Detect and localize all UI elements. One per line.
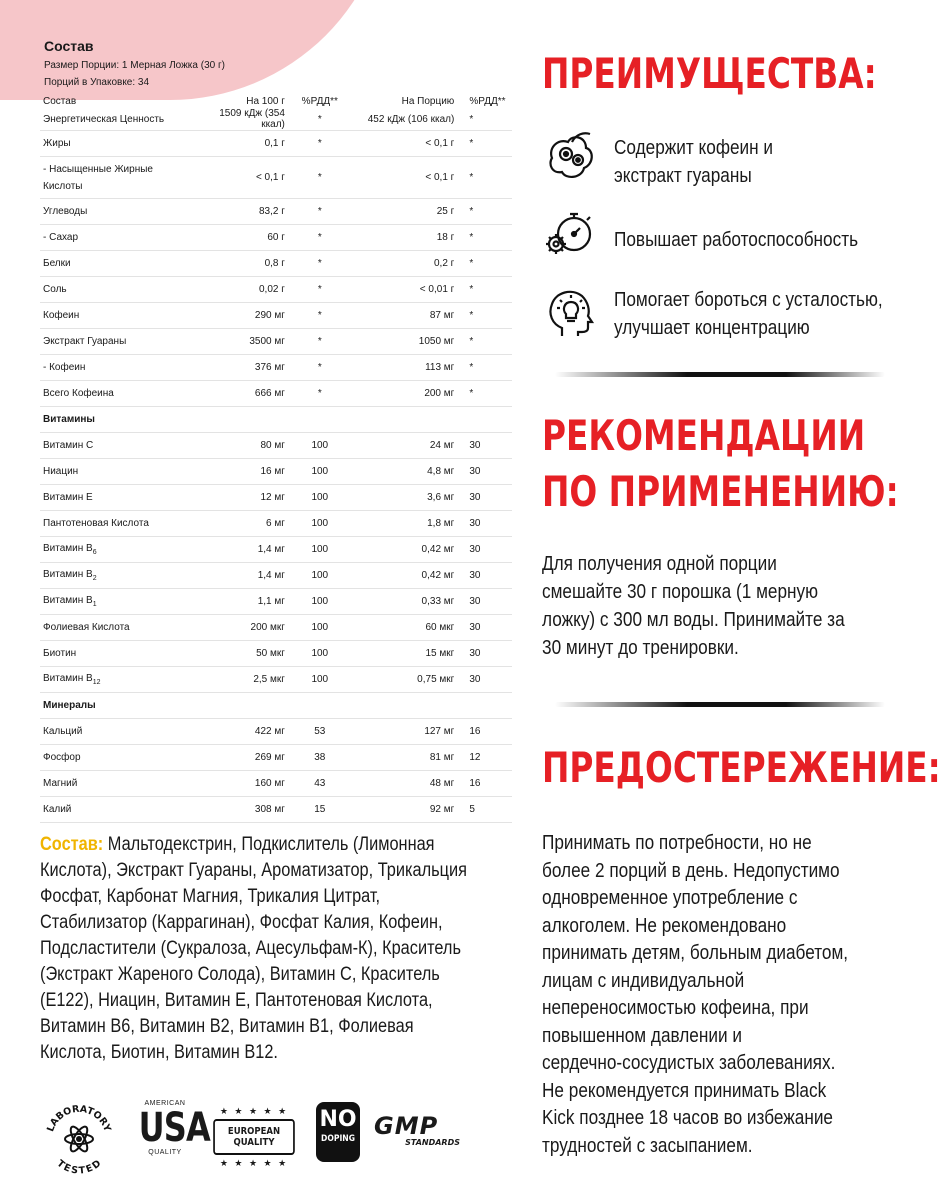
per-100g-value: 16 мг (198, 459, 288, 485)
rdd-100g-value: * (288, 251, 352, 277)
per-100g-value: 308 мг (198, 797, 288, 823)
per-100g-value: 50 мкг (198, 641, 288, 667)
per-serving-value: 15 мкг (352, 641, 458, 667)
row-name: Кофеин (40, 303, 198, 329)
rdd-serving-value: 5 (457, 797, 512, 823)
per-100g-value: 290 мг (198, 303, 288, 329)
warning-text (542, 830, 877, 1160)
table-row (40, 589, 512, 615)
table-row (40, 381, 512, 407)
rdd-100g-value: 100 (288, 563, 352, 589)
serving-size: Размер Порции: 1 Мерная Ложка (30 г) (44, 60, 225, 71)
no-text: NO (319, 1107, 357, 1132)
row-name-text: Витамин В (43, 543, 93, 554)
row-name: Фосфор (40, 745, 198, 771)
eu-stars-top-icon: ★ ★ ★ ★ ★ (219, 1106, 289, 1116)
per-100g-value: 0,8 г (198, 251, 288, 277)
per-serving-value: 81 мг (352, 745, 458, 771)
rdd-serving-value: * (457, 157, 512, 199)
empty-cell (288, 407, 352, 433)
row-name: Магний (40, 771, 198, 797)
rdd-100g-value: 38 (288, 745, 352, 771)
empty-cell (352, 693, 458, 719)
warn-line: одновременное употребление с (542, 887, 798, 909)
row-name: Белки (40, 251, 198, 277)
per-100g-value: 160 мг (198, 771, 288, 797)
laboratory-tested-badge (40, 1100, 118, 1178)
rdd-serving-value: * (457, 108, 512, 131)
rdd-100g-value: * (288, 277, 352, 303)
empty-cell (198, 407, 288, 433)
row-name-text: Витамин В (43, 569, 93, 580)
rdd-serving-value: 30 (457, 511, 512, 537)
european-quality-badge (206, 1106, 302, 1168)
usa-main-text: USA (138, 1105, 210, 1151)
per-serving-value: 452 кДж (106 ккал) (352, 108, 458, 131)
rdd-serving-value: 30 (457, 589, 512, 615)
divider-2 (555, 702, 885, 707)
per-serving-value: 87 мг (352, 303, 458, 329)
per-serving-value: 0,2 г (352, 251, 458, 277)
per-100g-value: 6 мг (198, 511, 288, 537)
per-100g-value: 80 мг (198, 433, 288, 459)
table-row (40, 108, 512, 131)
row-name-subscript: 2 (92, 575, 97, 582)
row-name: Витамин С (40, 433, 198, 459)
rdd-100g-value: * (288, 329, 352, 355)
recommendations-text (542, 550, 877, 662)
rdd-serving-value: 30 (457, 485, 512, 511)
rdd-serving-value: 30 (457, 641, 512, 667)
per-100g-value: 1,4 мг (198, 563, 288, 589)
table-row (40, 131, 512, 157)
per-serving-value: 127 мг (352, 719, 458, 745)
per-100g-value: < 0,1 г (198, 157, 288, 199)
warn-line: лицам с индивидуальной (542, 969, 745, 992)
no-doping-badge (316, 1102, 360, 1162)
per-serving-value: 113 мг (352, 355, 458, 381)
advantages-title: ПРЕИМУЩЕСТВА: (542, 49, 877, 98)
per-serving-value: 1,8 мг (352, 511, 458, 537)
rdd-serving-value: * (457, 277, 512, 303)
warn-line: повышенном давлении и (542, 1024, 742, 1047)
usa-top-text: AMERICAN (144, 1100, 186, 1107)
rdd-serving-value: * (457, 355, 512, 381)
per-100g-value: 269 мг (198, 745, 288, 771)
rdd-100g-value: 100 (288, 511, 352, 537)
table-header-row (40, 94, 512, 108)
table-row (40, 157, 512, 199)
rdd-serving-value: 30 (457, 433, 512, 459)
group-title: Витамины (40, 407, 198, 433)
nutrition-table (40, 94, 512, 823)
table-row (40, 745, 512, 771)
divider-1 (555, 372, 885, 377)
rdd-serving-value: * (457, 381, 512, 407)
per-100g-value: 83,2 г (198, 199, 288, 225)
table-row (40, 563, 512, 589)
lab-top-text: LABORATORY (45, 1103, 113, 1134)
row-name-subscript: 12 (92, 679, 101, 686)
empty-cell (457, 693, 512, 719)
advantage-1-line2: экстракт гуараны (614, 165, 752, 187)
usa-bottom-text: QUALITY (148, 1149, 182, 1156)
per-serving-value: 0,75 мкг (352, 667, 458, 693)
row-name: Кальций (40, 719, 198, 745)
rdd-100g-value: 15 (288, 797, 352, 823)
per-100g-value: 0,02 г (198, 277, 288, 303)
per-100g-value: 2,5 мкг (198, 667, 288, 693)
column-header: На 100 г (246, 95, 285, 107)
rdd-100g-value: * (288, 303, 352, 329)
rdd-serving-value: 30 (457, 563, 512, 589)
table-row (40, 251, 512, 277)
gmp-sub-text: STANDARDS (405, 1138, 460, 1147)
column-header: %РДД** (301, 95, 338, 107)
per-100g-value: 1,1 мг (198, 589, 288, 615)
doping-text: DOPING (321, 1134, 355, 1144)
warn-line: принимать детям, больным диабетом, (542, 942, 849, 964)
per-100g-value: 3500 мг (198, 329, 288, 355)
rdd-100g-value: 100 (288, 667, 352, 693)
row-name: Калий (40, 797, 198, 823)
empty-cell (288, 693, 352, 719)
warn-line: Принимать по потребности, но не (542, 832, 812, 854)
warn-line: алкоголем. Не рекомендовано (542, 914, 787, 937)
table-group-row (40, 693, 512, 719)
rdd-100g-value: 100 (288, 641, 352, 667)
per-serving-value: < 0,1 г (352, 157, 458, 199)
per-serving-value: 3,6 мг (352, 485, 458, 511)
per-serving-value: 0,33 мг (352, 589, 458, 615)
per-serving-value: 200 мг (352, 381, 458, 407)
rdd-serving-value: * (457, 199, 512, 225)
rdd-100g-value: 100 (288, 589, 352, 615)
per-serving-value: 24 мг (352, 433, 458, 459)
per-100g-value: 60 г (198, 225, 288, 251)
rdd-serving-value: 30 (457, 615, 512, 641)
rdd-100g-value: * (288, 355, 352, 381)
row-name: - Сахар (40, 225, 198, 251)
row-name: Ниацин (40, 459, 198, 485)
column-header: Состав (43, 95, 77, 107)
per-100g-value: 666 мг (198, 381, 288, 407)
eu-label: EUROPEAN QUALITY (213, 1119, 295, 1155)
per-100g-value: 376 мг (198, 355, 288, 381)
rdd-100g-value: * (288, 199, 352, 225)
rdd-100g-value: 43 (288, 771, 352, 797)
row-name-subscript: 1 (92, 601, 97, 608)
rec-line: ложку) с 300 мл воды. Принимайте за (542, 609, 845, 631)
rdd-100g-value: * (288, 225, 352, 251)
american-quality-badge (132, 1100, 210, 1156)
rdd-100g-value: 100 (288, 615, 352, 641)
per-serving-value: < 0,1 г (352, 131, 458, 157)
rdd-serving-value: 12 (457, 745, 512, 771)
per-serving-value: 48 мг (352, 771, 458, 797)
row-name-subscript: 6 (92, 549, 97, 556)
group-title: Минералы (40, 693, 198, 719)
row-name (40, 589, 198, 615)
rdd-serving-value: * (457, 303, 512, 329)
gmp-standards-badge (374, 1114, 466, 1147)
table-row (40, 355, 512, 381)
advantage-3-line2: улучшает концентрацию (614, 317, 810, 339)
per-serving-value: 0,42 мг (352, 563, 458, 589)
table-row (40, 459, 512, 485)
rdd-100g-value: * (288, 157, 352, 199)
warn-line: сердечно-сосудистых заболеваниях. (542, 1052, 836, 1074)
empty-cell (352, 407, 458, 433)
rdd-100g-value: 100 (288, 537, 352, 563)
table-row (40, 303, 512, 329)
table-row (40, 667, 512, 693)
row-name: - Насыщенные Жирные Кислоты (40, 157, 198, 199)
table-row (40, 225, 512, 251)
warn-line: трудностей с засыпанием. (542, 1134, 753, 1157)
rdd-serving-value: * (457, 329, 512, 355)
row-name: Пантотеновая Кислота (40, 511, 198, 537)
composition-text (40, 832, 470, 1066)
rdd-serving-value: 30 (457, 667, 512, 693)
table-group-row (40, 407, 512, 433)
row-name (40, 537, 198, 563)
column-header: %РДД** (469, 95, 506, 107)
row-name: Соль (40, 277, 198, 303)
per-100g-value: 200 мкг (198, 615, 288, 641)
row-name: - Кофеин (40, 355, 198, 381)
rec-line: смешайте 30 г порошка (1 мерную (542, 581, 819, 603)
advantage-2-line1: Повышает работоспособность (614, 229, 859, 251)
table-row (40, 485, 512, 511)
table-row (40, 537, 512, 563)
gmp-text: GMP (374, 1112, 439, 1140)
table-row (40, 615, 512, 641)
per-100g-value: 1,4 мг (198, 537, 288, 563)
per-100g-value: 422 мг (198, 719, 288, 745)
rec-line: Для получения одной порции (542, 553, 777, 575)
rdd-serving-value: 30 (457, 459, 512, 485)
empty-cell (198, 693, 288, 719)
row-name: Биотин (40, 641, 198, 667)
warn-line: непереносимостью кофеина, при (542, 997, 809, 1019)
warning-title: ПРЕДОСТЕРЕЖЕНИЕ: (542, 743, 941, 792)
per-100g-value: 1509 кДж (354 ккал) (198, 108, 288, 131)
rdd-serving-value: 16 (457, 771, 512, 797)
rdd-serving-value: 16 (457, 719, 512, 745)
rdd-serving-value: 30 (457, 537, 512, 563)
table-row (40, 771, 512, 797)
warn-line: Не рекомендуется принимать Black (542, 1079, 827, 1102)
table-row (40, 329, 512, 355)
rec-line: 30 минут до тренировки. (542, 637, 739, 659)
table-row (40, 719, 512, 745)
table-row (40, 641, 512, 667)
per-100g-value: 0,1 г (198, 131, 288, 157)
rdd-100g-value: 53 (288, 719, 352, 745)
rdd-100g-value: * (288, 108, 352, 131)
servings-per-pack: Порций в Упаковке: 34 (44, 77, 150, 88)
warn-line: более 2 порций в день. Недопустимо (542, 859, 840, 882)
per-serving-value: 18 г (352, 225, 458, 251)
row-name (40, 563, 198, 589)
row-name: Витамин Е (40, 485, 198, 511)
column-header: На Порцию (401, 95, 455, 107)
composition-ingredients: Мальтодекстрин, Подкислитель (Лимонная Кислота), Экстракт Гуараны, Ароматизатор, Трикальция Фосфат, Карбонат Магния, Трикалия Цитрат, Стабилизатор (Каррагинан), Фосфат Калия, Кофеин, Подсластители (Сукралоза, Ацесульфам-К), Краситель (Экстракт Жареного Солода), Витамин С, Краситель (Е122), Ниацин, Витамин Е, Пантотеновая Кислота, Витамин В6, Витамин В2, Витамин В1, Фолиевая Кислота, Биотин, Витамин В12. (40, 834, 467, 1063)
advantage-3-line1: Помогает бороться с усталостью, (614, 289, 883, 311)
per-100g-value: 12 мг (198, 485, 288, 511)
quality-badges (40, 1100, 480, 1180)
row-name: Всего Кофеина (40, 381, 198, 407)
lab-bottom-text: TESTED (54, 1158, 104, 1177)
per-serving-value: 25 г (352, 199, 458, 225)
per-serving-value: 4,8 мг (352, 459, 458, 485)
empty-cell (457, 407, 512, 433)
table-row (40, 433, 512, 459)
rdd-100g-value: * (288, 131, 352, 157)
head-lightbulb-icon (542, 284, 598, 340)
row-name-text: Витамин В (43, 595, 93, 606)
rdd-100g-value: 100 (288, 433, 352, 459)
row-name-text: Витамин В (43, 673, 93, 684)
eu-stars-bottom-icon: ★ ★ ★ ★ ★ (219, 1158, 289, 1168)
row-name: Жиры (40, 131, 198, 157)
table-row (40, 797, 512, 823)
composition-label: Состав: (40, 834, 104, 855)
row-name: Экстракт Гуараны (40, 329, 198, 355)
table-row (40, 511, 512, 537)
recommendations-title-line1: РЕКОМЕНДАЦИИ (542, 411, 866, 460)
per-serving-value: 0,42 мг (352, 537, 458, 563)
row-name: Энергетическая Ценность (40, 108, 198, 131)
stopwatch-gear-icon (542, 206, 598, 262)
rdd-100g-value: 100 (288, 485, 352, 511)
table-row (40, 277, 512, 303)
nutrition-facts (40, 38, 510, 823)
per-serving-value: 92 мг (352, 797, 458, 823)
rdd-100g-value: 100 (288, 459, 352, 485)
rdd-serving-value: * (457, 251, 512, 277)
rdd-serving-value: * (457, 225, 512, 251)
row-name (40, 667, 198, 693)
recommendations-title (542, 408, 899, 520)
nutrition-title: Состав (44, 38, 94, 54)
warn-line: Kick позднее 18 часов во избежание (542, 1107, 833, 1129)
row-name: Углеводы (40, 199, 198, 225)
rdd-100g-value: * (288, 381, 352, 407)
row-name: Фолиевая Кислота (40, 615, 198, 641)
per-serving-value: 60 мкг (352, 615, 458, 641)
per-serving-value: < 0,01 г (352, 277, 458, 303)
recommendations-title-line2: ПО ПРИМЕНЕНИЮ: (542, 467, 899, 516)
rdd-serving-value: * (457, 131, 512, 157)
table-row (40, 199, 512, 225)
advantage-1-line1: Содержит кофеин и (614, 137, 774, 159)
per-serving-value: 1050 мг (352, 329, 458, 355)
guarana-icon (542, 128, 598, 184)
